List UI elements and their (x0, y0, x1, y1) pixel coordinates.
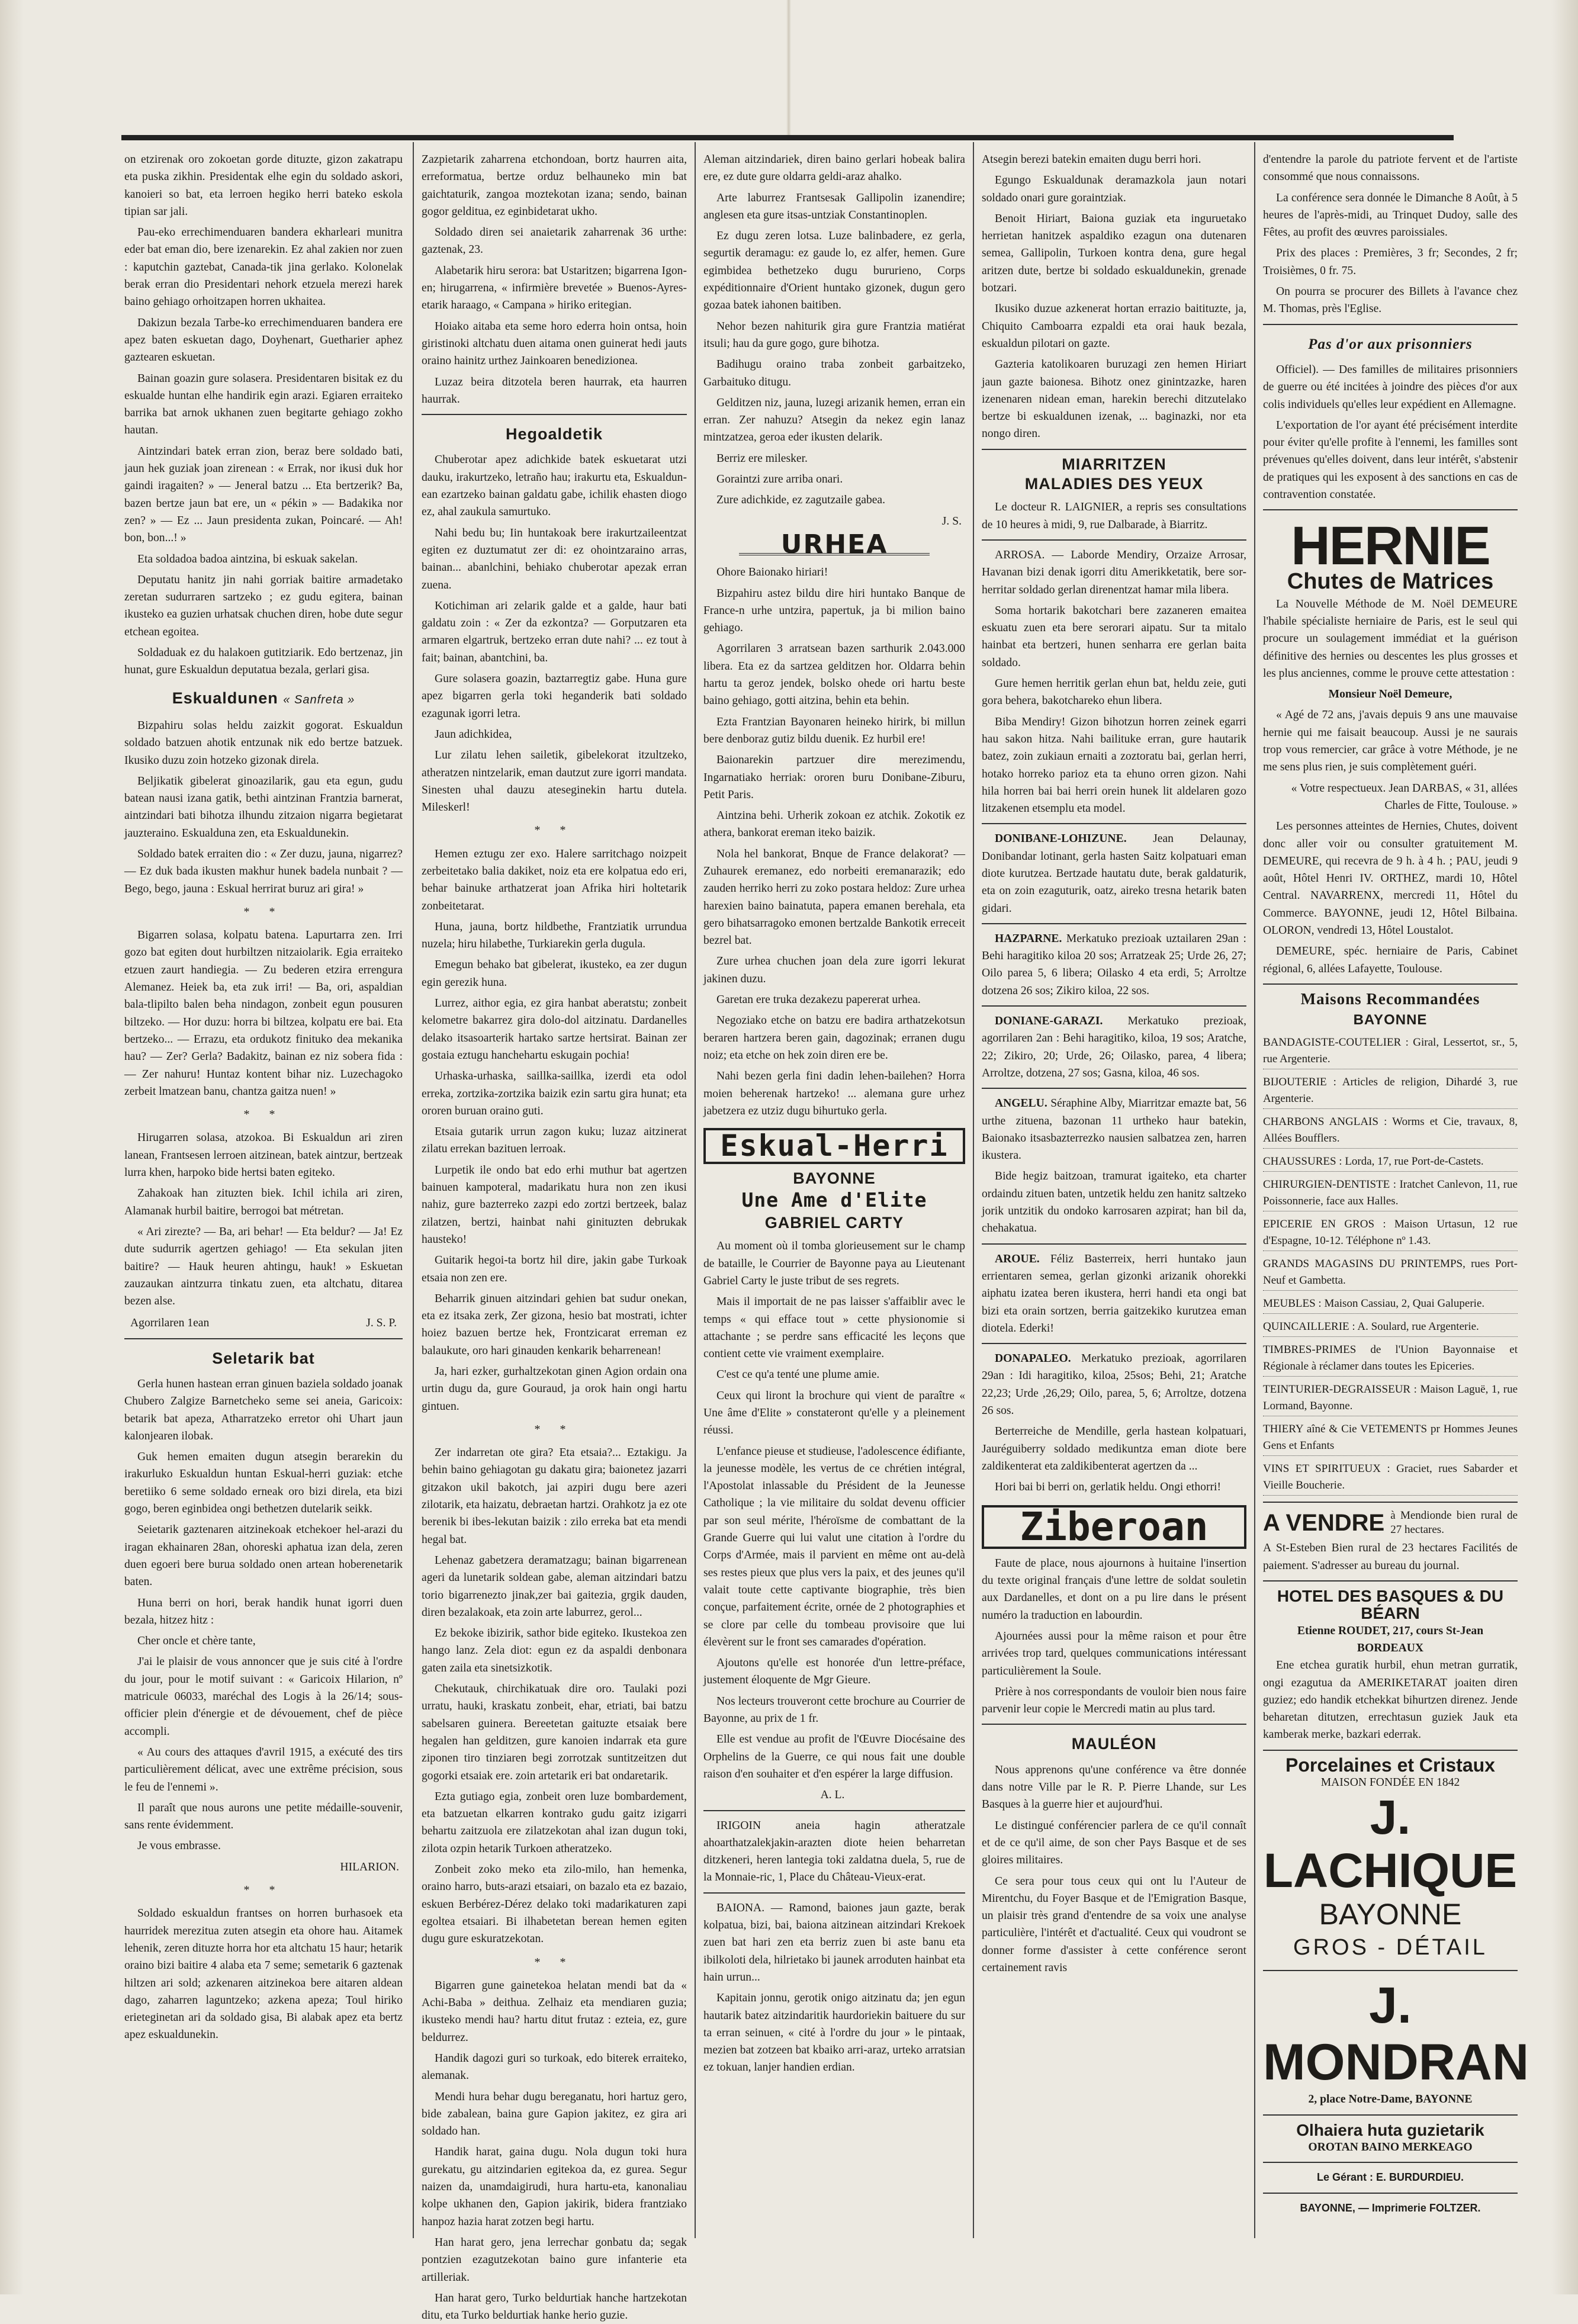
ad-hernie-title: HERNIE (1291, 516, 1490, 577)
article-text: Soldado diren sei anaietarik zaharrenak 36 urthe: gaztenak, 23. (422, 226, 687, 256)
separator-stars: * * (243, 1108, 284, 1121)
divider (982, 823, 1246, 824)
article-text: Le distingué conférencier parlera de ce qu'il connaît et de ce qu'il aime, de son cher Pays Basque et de ses gloires militaires. (982, 1819, 1246, 1867)
section-heading-eskual-herri: Eskual-Herri (703, 1128, 965, 1164)
ad-text: Ene etchea guratik hurbil, ehun metran gurratik, ongi ezagutua da AMERIKETARAT joaiten diren guziez; edo handik etchekkat bihurtzen direnez. Jende beharetan ditutzen, errechtasun guziek Jauk eta kamberak merke, bazkari ederrak. (1263, 1659, 1518, 1741)
signature-line (130, 1314, 397, 1332)
column-divider (1254, 142, 1255, 2238)
ad-hotel-subtitle: Etienne ROUDET, 217, cours St-Jean BORDEAUX (1297, 1624, 1484, 1654)
article-text: Kotichiman ari zelarik galde et a galde, haur bati galdatu zoin : « Zer da ezkontza? — Gorputzaren eta armaren elgartruk, bertzeko erran dute nahi? ... ez tout à fait; bainan, abantchini, ba. (422, 599, 687, 664)
article-text: Hirugarren solasa, atzokoa. Bi Eskualdun ari ziren lanean, Frantsesen lerroen aitzinean, batek aintzur, bertzeak lurra khen, harpoko bide hertsi baten egiteko. (124, 1132, 403, 1179)
article-text: IRIGOIN aneia hagin atheratzale ahoarthatzalekjakin-arazten diote heien beharretan ditzkeneri, heren lantegia toki zaldatna duela, 5, rue de la Monnaie-ric, 1, Place du Château-Vieux-erat. (703, 1819, 965, 1884)
article-text: L'exportation de l'or ayant été précisément interdite pour éviter qu'elle profite à l'ennemi, les familles sont prévenues qu'elles doivent, dans leur intérêt, s'abstenir de pratiques qui les exposent à des sanctions en cas de contravention constatée. (1263, 419, 1518, 502)
item-text: Jean Delaunay, Donibandar lotinant, gerla hasten Saitz kolpatuari eman diote kurutzea. Bertzade hautatu dute, berak galdaturik, eta on zoin ezaguturik, oatz, aireko tresna hetarik baten gidari. (982, 832, 1246, 915)
article-text: Bide hegiz baitzoan, tramurat igaiteko, eta charter ordaindu zituen baten, untzetik heldu zen hanitz saltzeko jorik untzitik du ondoko karrosaren azpirat; han bil da, chehakatua. (982, 1170, 1246, 1235)
heading-text: Eskualdunen (172, 689, 278, 707)
article-text: Ajoutons qu'elle est honorée d'un lettre-préface, justement éloquente de Mgr Gieure. (703, 1657, 965, 1687)
article-text: Elle est vendue au profit de l'Œuvre Diocésaine des Orphelins de la Guerre, ce qui nous fait une double raison d'en souhaiter et d'en espérer la large diffusion. (703, 1733, 965, 1780)
article-text: Gazteria katolikoaren buruzagi zen hemen Hiriart jaun gazte baionesa. Bihotz onez ginintzazke, haren izenenaren nidean eman, harekin berechi ditzutelako bertze bi eskualdunen izenak, ... baginazki, nor eta nongo diren. (982, 358, 1246, 441)
list-item: TEINTURIER-DEGRAISSEUR : Maison Laguë, 1, rue Lormand, Bayonne. (1263, 1380, 1518, 1416)
divider (982, 1005, 1246, 1007)
article-text: Ja, hari ezker, gurhaltzekotan ginen Agion ordain ona urtin dugu da, gure Gouraud, ja orok hain ongi hartu gintuen. (422, 1365, 687, 1413)
list-item: THIERY aîné & Cie VETEMENTS pr Hommes Jeunes Gens et Enfants (1263, 1420, 1518, 1456)
article-text: Arte laburrez Frantsesak Gallipolin izanendire; anglesen eta gure itsas-untziak Constantinoplen. (703, 191, 965, 221)
article-text: Soldado eskualdun frantses on horren burhasoek eta haurridek merezitua zuten atsegin eta ohore hau. Aitamek lehenik, zeren dituzte horra hor eta altchatu 15 haur; hetarik oraino bizi baitire 4 alaba eta 7 seme; semetarik 6 gaztenak hiltzen ari sold; azkenaren aitzinekoa bere aitaren aldean dago, zaharren laguntzeko; azkena apeza; Toul hiriko erieteginetan ari da soldado gisa, Bi alabak apez eta bertz apez eskualdunekin. (124, 1907, 403, 2042)
divider (1263, 509, 1518, 510)
list-item: CHARBONS ANGLAIS : Worms et Cie, travaux, 8, Allées Boufflers. (1263, 1113, 1518, 1149)
article-text: Au moment où il tomba glorieusement sur le champ de bataille, le Courrier de Bayonne paya au Lieutenant Gabriel Carty le juste tribut de ses regrets. (703, 1240, 965, 1287)
ad-text: Monsieur Noël Demeure, (1328, 688, 1452, 701)
article-text: Aleman aitzindariek, diren baino gerlari hobeak balira ere, ez dute gure oldarra geldi-araz ahalko. (703, 153, 965, 184)
ad-lachique-name: J. LACHIQUE (1263, 1791, 1518, 1898)
ad-hernie-subtitle: Chutes de Matrices (1287, 569, 1494, 594)
divider (982, 449, 1246, 450)
item-text: Séraphine Alby, Miarritzar emazte bat, 56 urthe zituena, bazonan 11 urtheko haur batekin, Baionako itsasbazterrezko nausien salbatzea zen, harren ikustera. (982, 1097, 1246, 1162)
article-text: Gelditzen niz, jauna, luzegi arizanik hemen, erran ein erran. Zer nahuzu? Atsegin da nekez egin lanaz mintzatzea, geroa eder ikusten delarik. (703, 396, 965, 444)
article-text: Bigarren solasa, kolpatu batena. Lapurtarra zen. Irri gozo bat egiten dout hurbiltzen nitzaiolarik. Egia erraiteko etzuen zaurt handiegia. — Zu bederen etzira errengura Alemanez. Heiek ba, eta zuk irri! — Ba, ori, aspaldian bala-tlipilto balen beha nindagon, zonbeit egun pousuren biltzeko. — Hor duzu: horra bi biltzea, kolpatu ere bai. Eta bertzeko... — Errazu, eta ordukotz finituko dea mekanika hau? — Zer? Gerla? Badakitz, bainan ez niz sobera fida : — Zer nahuru! Huntaz kontent bihar niz. Luzechagoko zerbeit lmatzean banu, chantza gaitza nuen! » (124, 929, 403, 1098)
article-text: Mais il importait de ne pas laisser s'affaiblir avec le temps « qui efface tout » cette physionomie si attachante ; se perdre sans efficacité les leçons que contient cette vie vraiment exemplaire. (703, 1296, 965, 1361)
section-heading: Maisons Recommandées (1300, 989, 1480, 1008)
list-item: BIJOUTERIE : Articles de religion, Dihardé 3, rue Argenterie. (1263, 1073, 1518, 1109)
article-text: Kapitain jonnu, gerotik onigo aitzinatu da; jen egun hautarik batez aitzindaritik haurdoriekin baituere du sur ta erran seinuen, « cité à l'ordre du jour » le pintaak, mezien bat zotzeen bat kbaiko arri-araz, urteko arratsian ez tokuan, lanjer handien erdian. (703, 1992, 965, 2074)
article-text: Bizpahiru solas heldu zaizkit gogorat. Eskualdun soldado batzuen ahotik entzunak nik edo bertze batzuek. Ikusiko duzu zoin hotzeko gizonak direla. (124, 719, 403, 767)
article-text: d'entendre la parole du patriote fervent et de l'artiste consommé que nous connaissons. (1263, 153, 1518, 184)
signature-name: J. S. P. (366, 1317, 397, 1330)
column-divider (413, 142, 414, 2238)
list-item: QUINCAILLERIE : A. Soulard, rue Argenterie. (1263, 1317, 1518, 1337)
article-text: Nehor bezen nahiturik gira gure Frantzia matiérat itsuli; hau da gure gogo, gure bihotza. (703, 320, 965, 350)
ad-text: « Agé de 72 ans, j'avais depuis 9 ans une mauvaise hernie qui me faisait beaucoup. Aussi je ne saurais trop vous remercier, car grâce à votre Méthode, je ne me sens plus rien, je suis complètement guéri. (1263, 709, 1518, 774)
divider (1263, 1580, 1518, 1582)
article-text: Je vous embrasse. (137, 1840, 221, 1853)
separator-stars: * * (243, 1883, 284, 1897)
article-text: Hemen eztugu zer exo. Halere sarritchago noizpeit zerbeitetako balia dakiket, noiz eta ere kolpatua edo eri, behar bainuke arthatzerat joan Afrika hiri holtetarik zonbeitetarat. (422, 847, 687, 912)
ad-vendre (1263, 1509, 1518, 1537)
article-text: Nous apprenons qu'une conférence va être donnée dans notre Ville par le R. P. Pierre Lhande, sur Les Basques à la guerre hier et aujourd'hui. (982, 1763, 1246, 1811)
article-text: Beljikatik gibelerat ginoazilarik, gau eta egun, gudu batean nausi izana gatik, bethi aintzinan Frantzia barnerat, aintzindari bati bihotza ilhundu zitzaion nigarra begietarat jauzteraino. Eskualduna zen, eta Eskualdunekin. (124, 774, 403, 840)
item-text: Merkatuko prezioak uztailaren 29an : Behi haragitiko kiloa 20 sos; Arratzeak 25; Urde 26, 27; Oilo parea 5, 6 libera; Oilasko 4 eta erdi, 5; Arroltze dotzena 26 sos; Zikiro kiloa, 22 sos. (982, 932, 1246, 997)
ad-mondran-name: J. MONDRAN (1263, 1977, 1529, 2091)
column-2 (422, 151, 687, 2322)
section-heading-ziberoan: Ziberoan (982, 1505, 1246, 1548)
article-text: Soldado batek erraiten dio : « Zer duzu, jauna, nigarrez? — Ez duk bada ikusten makhur hunek badela nunbait ? — Bego, bego, jauna : Eskual herrirat buruz ari gira! » (124, 847, 403, 895)
article-text: Bainan goazin gure solasera. Presidentaren bisitak ez du eskualde huntan elhe handirik egin arazi. Egiaren erraiteko barrika bat arnok ukhanen zuen begitarte gehiago zokho hautan. (124, 372, 403, 437)
article-text: Lurpetik ile ondo bat edo erhi muthur bat agertzen bainuen kampoteral, madarikatu hura non zen ikusi nahiz, gure bazterreko zazpi edo zortzi bertzeek, balaz zilatzen, bertzi, hainbat nahi ginituzten debrukak hausteko! (422, 1163, 687, 1246)
place-name: HAZPARNE. (995, 932, 1062, 945)
news-item (982, 930, 1246, 999)
news-item (982, 1251, 1246, 1337)
article-text: Faute de place, nous ajournons à huitaine l'insertion du texte original français d'une lettre de soldat souletin aux Dardanelles, et dont on a pu lire dans le présent numéro la traduction en labourdin. (982, 1557, 1246, 1622)
ad-mondran-address: 2, place Notre-Dame, BAYONNE (1308, 2093, 1473, 2106)
ad-porcelaines-title: Porcelaines et Cristaux (1285, 1754, 1495, 1776)
divider (1263, 2193, 1518, 2194)
article-text: Dakizun bezala Tarbe-ko errechimenduaren bandera ere apez baten eskuetan dago, Doyhenart, Guetharier aphez gaztearen eskuetan. (124, 316, 403, 364)
separator-stars: * * (243, 905, 284, 918)
article-text: Huna, jauna, bortz hildbethe, Frantziatik urrundua nuzela; hiru hilabethe, Turkiarekin gerla dugula. (422, 920, 687, 951)
list-item: CHAUSSURES : Lorda, 17, rue Port-de-Castets. (1263, 1152, 1518, 1172)
list-item: GRANDS MAGASINS DU PRINTEMPS, rues Port-Neuf et Gambetta. (1263, 1255, 1518, 1291)
city-heading: BAYONNE (793, 1169, 876, 1188)
ad-porcelaines-subtitle: MAISON FONDÉE EN 1842 (1320, 1776, 1460, 1789)
article-text: Guitarik hegoi-ta bortz hil dire, jakin gabe Turkoak etsaia non zen ere. (422, 1254, 687, 1284)
section-heading-urhea: URHEA (739, 536, 930, 555)
article-text: « Au cours des attaques d'avril 1915, a exécuté des tirs particulièrement délicat, avec une extrême précision, sous le feu de l'ennemi ». (124, 1746, 403, 1793)
article-text: On pourra se procurer des Billets à l'avance chez M. Thomas, près l'Eglise. (1263, 285, 1518, 316)
ad-olhaiera-title: Olhaiera huta guzietarik (1296, 2120, 1484, 2139)
list-item: TIMBRES-PRIMES de l'Union Bayonnaise et Régionale à réclamer dans toutes les Epiceries. (1263, 1341, 1518, 1377)
ad-lachique-city: BAYONNE (1319, 1898, 1462, 1931)
article-title: Une Ame d'Elite (741, 1188, 927, 1211)
ad-text: « Votre respectueux. Jean DARBAS, « 31, allées Charles de Fitte, Toulouse. » (1291, 782, 1518, 812)
article-text: Officiel). — Des familles de militaires prisonniers de guerre ou été incitées à joindre des pièces d'or aux colis individuels qu'elles leur expédient en Allemagne. (1263, 363, 1518, 411)
news-item (982, 1350, 1246, 1419)
article-text: Benoit Hiriart, Baiona guziak eta inguruetako herrietan hanitzek aspaldiko ezagun ona dutenaren semea, Gallipolin, Turkoen kontra dena, gure hegal aritzen dute, bertze bi soldado eskualdunekin, grenade botzari. (982, 212, 1246, 295)
article-text: BAIONA. — Ramond, baiones jaun gazte, berak kolpatua, bizi, bai, baiona aitzinean aitzindari Krekoek zuen bat hari zen eta berriz zuen bi aste banu eta ibilkoloti dela, hilrietako bi jaunek arroduten hainbat eta hain urrun... (703, 1901, 965, 1984)
article-subject: GABRIEL CARTY (764, 1214, 904, 1232)
list-item: EPICERIE EN GROS : Maison Urtasun, 12 rue d'Espagne, 10-12. Téléphone nº 1.43. (1263, 1215, 1518, 1251)
ad-lachique-gros: GROS - DÉTAIL (1293, 1935, 1487, 1960)
place-name: DONAPALEO. (995, 1352, 1071, 1365)
article-text: Ikusiko duzue azkenerat hortan errazio baitituzte, ja, Chiquito Camboarra ezpaldi eta orai hauk bezala, eskualdun pilotari on gazte. (982, 303, 1246, 350)
divider (982, 539, 1246, 541)
place-name: AROUE. (995, 1252, 1040, 1265)
news-item (982, 830, 1246, 917)
divider (982, 1243, 1246, 1245)
article-text: Zonbeit zoko meko eta zilo-milo, han hemenka, oraino harro, buts-arazi etsaiari, on bazalo eta ez bazaio, eskuen Berbérez-Dérez delako toki madarikaturen zapi egoltea etsaiari. Bi ilhabetetan berean hemen egiten dugu gure eskuratzekotan. (422, 1863, 687, 1946)
article-text: Ce sera pour tous ceux qui ont lu l'Auteur de Mirentchu, du Foyer Basque et de l'Emigration Basque, un plaisir très grand d'entendre de sa voix une analyse particulière, l'intérêt et d'actualité. Ceux qui voudront se donner forme d'assister à cette conférence seront certainement ravis (982, 1875, 1246, 1975)
article-text: Jaun adichkidea, (435, 728, 512, 741)
divider (1263, 2114, 1518, 2116)
list-item: BANDAGISTE-COUTELIER : Giral, Lessertot, sr., 5, rue Argenterie. (1263, 1033, 1518, 1069)
article-text: Egungo Eskualdunak deramazkola jaun notari soldado onari gure goraintziak. (982, 174, 1246, 204)
separator-stars: * * (534, 1422, 574, 1436)
paper-fold (786, 0, 791, 136)
section-heading (124, 690, 403, 709)
article-text: Chuberotar apez adichkide batek eskuetarat utzi dauku, irakurtzeko, letraño hau; irakurtu eta, Eskualdun-ean ezartzeko bainan galdatu gabe, ichilik ehasten diogo ez, ahal zaukula samurtuko. (422, 454, 687, 519)
ad-text: La Nouvelle Méthode de M. Noël DEMEURE l'habile spécialiste herniaire de Paris, est le seul qui procure un soulagement immédiat et la guérison définitive des hernies ou descentes les plus grosses et les plus anciennes, comme le prouve cette attestation : (1263, 597, 1518, 680)
section-heading: Hegoaldetik (505, 425, 603, 443)
divider (982, 923, 1246, 924)
divider (1263, 983, 1518, 985)
article-text: Hoiako aitaba eta seme horo ederra hoin ontsa, hoin giristinoki altchatu duen aitama onen guinerat hedi jauts oraino hainitz urthez Jainkoaren benedizionea. (422, 320, 687, 368)
item-text: Merkatuko prezioak, agorrilaren 2an : Behi haragitiko, kiloa, 19 sos; Aratche, 22; Zikiro, 20; Urde, 26; Oilasko, parea, 4 libera; Arroltze, dotzena, 27 sos; Gasna, kiloa, 46 sos. (982, 1015, 1246, 1079)
item-text: Merkatuko prezioak, agorrilaren 29an : Idi haragitiko, kiloa, 25sos; Behi, 21; Aratche 22,23; Urde ,26,29; Oilo, parea, 5, 6; Arroltze, dotzena 26 sos. (982, 1352, 1247, 1417)
article-text: Han harat gero, Turko beldurtiak hanche hartzekotan ditu, eta Turko beldurtiak hanke herio guzie. (422, 2291, 687, 2322)
section-heading: Seletarik bat (212, 1349, 315, 1367)
article-text: Baionarekin partzuer dire merezimendu, Ingarnatiako herriak: ororen buru Donibane-Ziburu, Petit Paris. (703, 754, 965, 801)
article-text: Agorrilaren 3 arratsean bazen sarthurik 2.043.000 libera. Eta ez da sartzea gelditzen hor. Oldarra behin hartu ta geroz jendek, bolsko ohede ori hartu beste baino gehiago, gotti aitzina, behin eta behin. (703, 642, 965, 708)
article-text: « Ari zirezte? — Ba, ari behar! — Eta beldur? — Ja! Ez dute sudurrik agertzen gehiago! — Eta sekulan jiten baitire? — Hauk heuren ahtingu, hauk! » Eskuetan zauzaukan aintzurra tinkatu zuen, eta altchatu, ditarea bezen alse. (124, 1225, 403, 1308)
article-text: Lurrez, aithor egia, ez gira hanbat aberatstu; zonbeit kelometre bakarrez gira dolo-dol aitzinatu. Dardanelles delako itsasoarterik hartako sartze hertsirat. Bainan zer gostaia eztugu hanchehartu eskugain pochia! (422, 997, 687, 1062)
ad-text: A St-Esteben Bien rural de 23 hectares Facilités de paiement. S'adresser au bureau du journal. (1263, 1542, 1518, 1572)
footer-imprimerie: BAYONNE, — Imprimerie FOLTZER. (1300, 2201, 1481, 2214)
signature-date: Agorrilaren 1ean (130, 1317, 210, 1330)
divider (703, 1810, 965, 1811)
signature: J. S. (941, 515, 962, 528)
separator-stars: * * (534, 824, 574, 837)
article-text: Guk hemen emaiten dugun atsegin berarekin du irakurluko Eskualdun huntan Eskual-herri guziak: etche beretiiko 6 seme soldado erneak oro bizi direla, eta bizi gogo, beren eginbidea ongi bethetzen dutelarik seikk. (124, 1451, 403, 1516)
article-text: Prix des places : Premières, 3 fr; Secondes, 2 fr; Troisièmes, 0 fr. 75. (1263, 247, 1518, 277)
ad-olhaiera-subtitle: OROTAN BAINO MERKEAGO (1308, 2140, 1473, 2153)
article-text: Zahakoak han zituzten biek. Ichil ichila ari ziren, Alamanak hurbil baitire, berrogoi bat métretan. (124, 1187, 403, 1217)
article-text: Berriz ere milesker. (716, 452, 808, 465)
section-heading: Pas d'or aux prisonniers (1308, 336, 1473, 352)
article-text: Atsegin berezi batekin emaiten dugu berri hori. (982, 153, 1201, 166)
article-text: J'ai le plaisir de vous annoncer que je suis cité à l'ordre du jour, pour le motif suivant : « Garicoix Hilarion, nº matricule 06033, maréchal des Logis à la 26/14; sous-officier plein d'énergie et de dévouement, chef de pièce accompli. (124, 1656, 403, 1738)
ad-text: Les personnes atteintes de Hernies, Chutes, doivent donc aller voir ou consulter gratuitement M. DEMEURE, qui recevra de 9 h. à 4 h. ; PAU, jeudi 9 août, Hôtel Henri IV. ORTHEZ, mardi 10, Hôtel Central. NAVARRENX, mercredi 11, Hôtel du Commerce. BAYONNE, jeudi 12, Hôtel Bilbaina. OLORON, vendredi 13, Hôtel Loustalot. (1263, 820, 1518, 937)
column-1 (124, 151, 403, 2259)
city-heading: MIARRITZEN (1062, 455, 1166, 473)
article-text: Pau-eko errechimenduaren bandera ekharleari munitra eder bat eman dio, bere izenarekin. Ez ahal zakien nor zuen : kaputchin gaztebat, Canada-tik jina gerlako. Kolonelak berak erran dio Presidentari nehork etzuela merezi harek baino gehiago orhoitzapen horren ukhaitea. (124, 226, 403, 308)
article-text: Ezta Frantzian Bayonaren heineko hirirk, bi millun bere denboraz gutiz bildu duenik. Ez hurbil ere! (703, 715, 965, 745)
article-text: Luzaz beira ditzotela beren haurrak, eta haurren haurrak. (422, 375, 687, 406)
article-text: Ohore Baionako hiriari! (716, 566, 828, 579)
place-name: ANGELU. (995, 1097, 1047, 1110)
article-text: Bizpahiru astez bildu dire hiri huntako Banque de France-n urhe untzira, papertuk, ja bi milion baino gehiago. (703, 587, 965, 635)
list-item: MEUBLES : Maison Cassiau, 2, Quai Galuperie. (1263, 1294, 1518, 1314)
article-text: Ezta gutiago egia, zonbeit oren luze bombardement, eta batzuetan elkarren kontrako gudu gaitz izigarri behartu zaitzuola ere zilatzekotan ahal izan dugun toki, zilota ozpin hetarik Turkoen atheratzeko. (422, 1790, 687, 1855)
article-text: Handik dagozi guri so turkoak, edo biterek erraiteko, alemanak. (422, 2052, 687, 2082)
article-text: L'enfance pieuse et studieuse, l'adolescence édifiante, la jeunesse modèle, les vertus de ce chrétien intégral, l'Apostolat inlassable du Président de la Jeunesse Catholique ; la vie militaire du soldat devenu officier par son seul mérite, l'héroïsme de combattant de la Grande Guerre qui lui valut une citation à l'ordre du Corps d'Armée, mais il parvient en même ont au-delà ses restes pieux que plus vers la paix, et des jeunes qu'il valait toute cette captivante biographie, très bien conçue, parfaitement écrite, ornée de 2 photographies et se clore par celle du tombeau provisoire que lui élevèrent sur le front ses camarades d'opération. (703, 1445, 965, 1648)
city-heading: MAULÉON (1071, 1735, 1157, 1753)
item-text: Féliz Basterreix, herri huntako jaun errientaren semea, gerlan gizonki arizanik ohorekki aiphatu izatea beren ikustera, herri handi eta ongi bat bizi eta orain sortzen, berria gaitzekiko kurutzea eman diotela. Ederki! (982, 1252, 1246, 1335)
article-text: Ez dugu zeren lotsa. Luze balinbadere, ez gerla, segurtik deramagu: ez gaude lo, ez alfer, hemen. Gure egimbidea bethetzeko dugu bururieno, Corps expéditionnaire d'Orient huntako gizonek, dugun gero gozaa batek iahonen baitiben. (703, 230, 965, 312)
article-text: Nahi bedu bu; Iin huntakoak bere irakurtzaileentzat egiten ez duztumatut zer di: ez ohointzaraino arras, bainan... abanlchini, behiako chuberotar apezak erran zuena. (422, 526, 687, 592)
article-text: Mendi hura behar dugu bereganatu, hori hartuz gero, bide zabalean, baina gure Gapion jakitez, ez gira ari soldado han. (422, 2090, 687, 2138)
column-4 (982, 151, 1246, 2259)
separator-stars: * * (534, 1955, 574, 1969)
article-text: Urhaska-urhaska, saillka-saillka, izerdi eta odol erreka, zortzika-zortzika baizik ezin sartu gira hunat; eta ororen buruan oraino guti. (422, 1070, 687, 1117)
article-text: Zure adichkide, ez zagutzaile gabea. (716, 494, 886, 507)
place-name: DONIBANE-LOHIZUNE. (995, 832, 1127, 846)
signature: HILARION. (340, 1860, 399, 1873)
article-text: Handik harat, gaina dugu. Nola dugun toki hura gurekatu, gu aitzindarien egitekoa da, ez gurea. Segur naizen da, unamdaigirudi, hura hartu-eta, kanonaliau kolpe ukhanen den, Gapion jakirik, bidera frantziako hanpoz hazia harat zotzen begi hartu. (422, 2146, 687, 2228)
article-text: La conférence sera donnée le Dimanche 8 Août, à 5 heures de l'après-midi, au Trinquet Dudoy, salle des Fêtes, au profit des œuvres paroissiales. (1263, 191, 1518, 239)
article-text: Goraintzi zure arriba onari. (716, 473, 843, 486)
recommended-shops-list (1263, 1033, 1518, 1496)
news-item (982, 1095, 1246, 1164)
article-text: Hori bai bi berri on, gerlatik heldu. Ongi ethorri! (995, 1481, 1221, 1494)
article-text: Bigarren gune gainetekoa helatan mendi bat da « Achi-Baba » deithua. Zelhaiz eta mendiaren guzia; ikusteko mendi hau? hartu ditut frutaz : ezteia, ez, gure beldurrez. (422, 1979, 687, 2044)
article-text: Cher oncle et chère tante, (137, 1635, 256, 1648)
article-text: Alabetarik hiru serora: bat Ustaritzen; bigarrena Igon-en; hirugarrena, « infirmière brevetée » Buenos-Ayres-etarik haraago, « Campana » hiriko eritegian. (422, 264, 687, 312)
article-text: Gure hemen herritik gerlan ehun bat, heldu zeie, guti gora behera, bakotchareko ehun libera. (982, 677, 1246, 708)
article-text: Han harat gero, jena lerrechar gonbatu da; segak pontzien ezagutzekotan baino gure infanterie eta artilleriak. (422, 2236, 687, 2284)
column-3 (703, 151, 965, 2259)
article-text: Lur zilatu lehen sailetik, gibelekorat itzultzeko, atheratzen nintzelarik, eman dautzut zure igorri mandata. Sinesten uhal dauzu ateseginekin hartu dutela. Mileskerl! (422, 749, 687, 814)
divider (124, 1338, 403, 1339)
heading-subtitle: « Sanfreta » (283, 693, 355, 706)
article-text: Huna berri on hori, berak handik hunat igorri duen bezala, hitzez hitz : (124, 1596, 403, 1627)
article-text: Le docteur R. LAIGNIER, a repris ses consultations de 10 heures à midi, 9, rue Dalbarade, à Biarritz. (982, 501, 1246, 531)
article-text: Deputatu hanitz jin nahi gorriak baitire armadetako zeretan sudurraren sartzeko ; ez gudu egitera, bainan ikusteko ea guzien urhatsak chuchen diren, hobe dute segur etchean egoitea. (124, 573, 403, 638)
ad-text: à Mendionde bien rural de 27 hectares. (1390, 1509, 1518, 1537)
article-text: Il paraît que nous aurons une petite médaille-souvenir, sans rente évidemment. (124, 1801, 403, 1832)
divider (982, 1343, 1246, 1344)
article-text: Eta soldadoa badoa aintzina, bi eskuak sakelan. (137, 552, 358, 565)
article-text: Lehenaz gabetzera deramatzagu; bainan bigarrenean ageri da lunetarik soldean gabe, aleman aitzindari batzu torio bigarrenezto jinak,zer bai gaitezia, grgik dauden, diren bezalakoak, eta zoin arte laburrez, gerol... (422, 1554, 687, 1619)
article-text: Berterreiche de Mendille, gerla hastean kolpatuari, Jauréguiberry soldado medikuntza eman diote bere zaldikenterat eta zaldikibenterat agertzen da ... (982, 1425, 1246, 1473)
article-text: Chekutauk, chirchikatuak dire oro. Taulaki pozi urratu, hauki, kraskatu zonbeit, ehar, etriati, bai batzu sabelsaren guinera. Bereetetan gaituzte etsaiak bere hegalen han gelditzen, gure kanoien indarrak eta gure ziponen tiro tinziaren begi zorrotzak suntitzeitzen dut gogorki etsaiak ere. zoin artetarik eri bat ondaretarik. (422, 1683, 687, 1782)
place-name: DONIANE-GARAZI. (995, 1015, 1103, 1028)
article-text: Gerla hunen hastean erran ginuen baziela soldado joanak Chubero Zalgize Barnetcheko seme sei aneia, Garicoix: betarik bat apeza, Atharratzeko erretor ohi Uhart jaun kalonjearen ilobak. (124, 1378, 403, 1442)
article-text: Zure urhea chuchen joan dela zure igorri lekurat jakinen duzu. (703, 955, 965, 985)
article-text: Prière à nos correspondants de vouloir bien nous faire parvenir leur copie le Mercredi matin au plus tard. (982, 1685, 1246, 1716)
article-text: Nola hel bankorat, Bnque de France delakorat? — Zuhaurek eremanez, edo norbeiti eremanarazik; edo zauden herriko herri zu zoko postara heldoz: Zure urhea harexien baino bainatuta, papera emanen berehala, eta gero bihatsarragoko emonen bertzalde Bankotik erreceit bezrel bat. (703, 847, 965, 947)
article-text: Nos lecteurs trouveront cette brochure au Courrier de Bayonne, au prix de 1 fr. (703, 1695, 965, 1725)
divider (982, 1724, 1246, 1725)
column-divider (973, 142, 974, 2238)
article-text: Beharrik ginuen aitzindari gehien bat sudur onekan, eta ez itsaka zerk, Zer gizona, hesio bat mostrati, ichter hoiez bazuen bertze hek, Frontzicarat erreman ez balaukute, oro hari ginauden kenkarik beharrenean! (422, 1292, 687, 1357)
top-rule (121, 135, 1454, 140)
ad-hotel-title: HOTEL DES BASQUES & DU BÉARN (1277, 1587, 1504, 1623)
article-text: on etzirenak oro zokoetan gorde dituzte, gizon zakatrapu eta puska zikhin. Presidentak elhe egin du soldado askori, kanoieri so bat, eta lerroen hegiko herri bateko eskola tipian sar jali. (124, 153, 403, 218)
article-text: Garetan ere truka dezakezu papererat urhea. (716, 994, 921, 1007)
divider (1263, 2162, 1518, 2163)
ad-text: DEMEURE, spéc. herniaire de Paris, Cabinet régional, 6, allées Lafayette, Toulouse. (1263, 945, 1518, 975)
divider (1263, 1502, 1518, 1503)
article-text: Biba Mendiry! Gizon bihotzun horren zeinek egarri hau sakon hitza. Nahi bailituke erran, gure hautarik batez, zoin zukiaun ernaiti a zoztoratu bai, gerlan herri, hotako horreko parioz eta ta ehuno orren gizon. Nahi hila horren bai bai herri orein hunek lit aldelaren gozo litzakenen etsemplu eta model. (982, 715, 1246, 815)
article-text: Nahi bezen gerla fini dadin lehen-bailehen? Horra moien beherenak hartzeko! ... alemana gure urhez jabetzera ez utziz dugu bihurtuko gerla. (703, 1070, 965, 1117)
article-text: Zer indarretan ote gira? Eta etsaia?... Eztakigu. Ja behin baino gehiagotan gu dakatu gira; baionetez jazarri gitzakon ukil bakotch, jai azpiri dugu bere azeri zilotarik, eta haizatu, debraetan hartzi. Orahkotz ja ez ote berenik bi ibes-lekutan baizik : zilo erreka bat eta mendi hegal bat. (422, 1447, 687, 1546)
divider (982, 1088, 1246, 1089)
section-heading: MALADIES DES YEUX (1024, 475, 1204, 493)
article-text: C'est ce qu'a tenté une plume amie. (716, 1368, 880, 1381)
article-text: Ez bekoke ibizirik, sathor bide egiteko. Ikustekoa zen hango lanz. Zela diot: egun ez da aspaldi denbonara gaten zaila eta sinetsizkotik. (422, 1627, 687, 1674)
city-heading: BAYONNE (1353, 1012, 1428, 1028)
article-text: Zazpietarik zaharrena etchondoan, bortz haurren aita, erreformatua, bertze orduz belhauneko min bat gaichtaturik, zangoa moztekotan izana; sendo, bainan gogor gelditua, ez eginbidetarat ukho. (422, 153, 687, 218)
article-text: ARROSA. — Laborde Mendiry, Orzaize Arrosar, Havanan bizi denak igorri ditu Amerikketatik, bere sor-herritar soldado gerlan direnentzat hamar mila libera. (982, 548, 1246, 596)
divider (1263, 324, 1518, 325)
column-divider (695, 142, 696, 2238)
article-text: Ceux qui liront la brochure qui vient de paraître « Une âme d'Elite » constateront qu'elle y a pleinement réussi. (703, 1389, 965, 1437)
article-text: Badihugu oraino traba zonbeit garbaitzeko, Garbaituko ditugu. (703, 358, 965, 388)
article-text: Ajournées aussi pour la même raison et pour être arrivées trop tard, quelques communications intéressant particulièrement la Soule. (982, 1629, 1246, 1677)
article-text: Emegun behako bat gibelerat, ikusteko, ea zer dugun egin gerezik huna. (422, 959, 687, 989)
column-5 (1263, 151, 1529, 2259)
article-text: Aintzindari batek erran zion, beraz bere soldado bati, jaun hek guziak joan zirenean : « Errak, nor ikusi duk hor gaindi iragaiten? » — Jeneral batzu ... Eta bertzerik? Ba, bazen bertze jaun bat ere, un « pékin » — Badakika nor zen? » — Ez ... Jaun presidenta zukan, Poincaré. — Ah! bon, bon...! » (124, 445, 403, 545)
ad-vendre-title: A VENDRE (1263, 1509, 1385, 1536)
signature: A. L. (820, 1789, 845, 1802)
article-text: Soldaduak ez du halakoen gutitziarik. Edo bertzenaz, jin hunat, gure Eskualdun deputatua bezala, gerlari gisa. (124, 647, 403, 677)
list-item: CHIRURGIEN-DENTISTE : Iratchet Canlevon, 11, rue Poissonnerie, face aux Halles. (1263, 1175, 1518, 1211)
divider (1263, 1750, 1518, 1751)
divider (703, 1892, 965, 1894)
news-item (982, 1012, 1246, 1082)
divider (1263, 1970, 1518, 1971)
article-text: Gure solasera goazin, baztarregtiz gabe. Huna gure apez bigarren gerla toki heganderik bati soldado ezagunak igorri letra. (422, 673, 687, 720)
article-text: Seietarik gaztenaren aitzinekoak etchekoer hel-arazi du iragan ekhainaren 28an, ohoreski aphatua izan dela, zeren duen egoeri bere burua soldado onen artean hoberenetarik baten. (124, 1523, 403, 1589)
divider (422, 414, 687, 415)
article-text: Negoziako etche on batzu ere badira arthatzekotsun beraren hartzera beren gain, dagozinak; erranen dugu noiz; eta etche on hek zoin diren ere be. (703, 1014, 965, 1062)
article-text: Aintzina behi. Urherik zokoan ez atchik. Zokotik ez athera, bankorat ereman iteko baizik. (703, 809, 965, 840)
footer-gerant: Le Gérant : E. BURDURDIEU. (1316, 2171, 1464, 2184)
article-text: Etsaia gutarik urrun zagon kuku; luzaz aitzinerat zilatu errekan bazituen lerroak. (422, 1126, 687, 1156)
list-item: VINS ET SPIRITUEUX : Graciet, rues Sabarder et Vieille Boucherie. (1263, 1460, 1518, 1496)
article-text: Soma hortarik bakotchari bere zazaneren emaitea eskuatu zuen eta bere serorari aipatu. Sur ta mitalo hainbat eta bertzeri, hunen senharra ere gerlan baita soldado. (982, 604, 1246, 669)
